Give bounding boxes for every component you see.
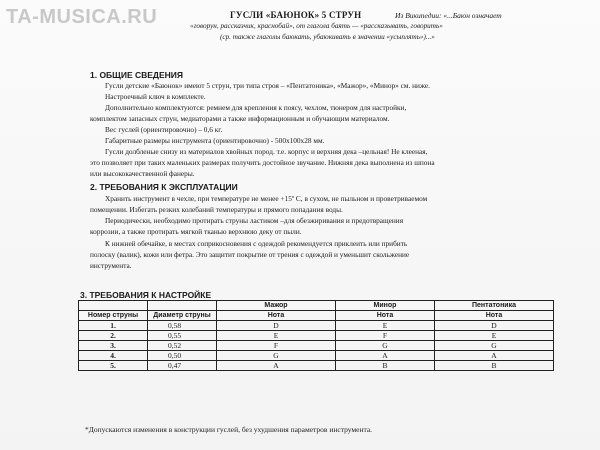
section-2-line-3: Периодически, необходимо протирать струны ластиком –для обезжиривания и предотвращения [105,216,404,225]
header-major: Мажор [217,301,336,311]
section-2-heading: 2. ТРЕБОВАНИЯ К ЭКСПЛУАТАЦИИ [90,182,238,192]
section-1-line-5: Вес гуслей (ориентировочно) – 0,6 кг. [105,125,223,134]
table-row: 2. 0,55 E F E [79,331,554,341]
wiki-quote-line-3: (ср. также глаголы баюкать, убаюкивать в значении «усыплять»)...» [220,33,435,41]
section-1-line-6: Габаритные размеры инструмента (ориентировочно) - 500х100х28 мм. [105,136,325,145]
section-2-line-7: инструмента. [90,261,132,270]
header-note-minor: Нота [336,311,435,321]
table-column-header-row [79,311,554,321]
section-1-line-9: или высококачественной фанеры. [90,169,195,178]
wiki-quote-line-1: Из Википедии: «...Баюн означает [395,11,502,20]
header-minor: Минор [336,301,435,311]
table-row: 3. 0,52 F G G [79,341,554,351]
tuning-table [78,300,554,371]
header-note-pentatonic: Нота [435,311,554,321]
section-1-line-3: Дополнительно комплектуются: ремнем для крепления к поясу, чехлом, тюнером для настройки, [105,103,407,112]
header-diameter: Диаметр струны [148,311,217,321]
footnote: *Допускаются изменения в конструкции гуслей, без ухудшения параметров инструмента. [85,425,373,434]
section-1-line-7: Гусли долбленые снизу из материалов хвойных пород. т.е. корпус и верхняя дека –цельная! Не клееная, [105,147,428,156]
document-title: ГУСЛИ «БАЮНОК» 5 СТРУН [230,10,362,20]
section-1-line-8: это позволяет при таких маленьких размерах получить достойное звучание. Нижняя дека выполнена из шпона [90,158,435,167]
section-2-line-1: Хранить инструмент в чехле, при температуре не менее +15º С, в сухом, не пыльном и проветриваемом [105,194,428,203]
section-1-line-4: комплектом запасных струн, медиаторами а также информационным и обучающим материалом. [90,114,390,123]
table-group-header-row [79,301,554,311]
section-1-line-2: Настроечный ключ в комплекте. [105,92,206,101]
section-2-line-5: К нижней обечайке, в местах соприкосновения с одеждой рекомендуется приклеить или прибить [105,239,408,248]
wiki-quote-line-2: «говорун, рассказчик, краснобай», от глагола баять — «рассказывать, говорить» [190,22,443,30]
section-2-line-2: помещении. Избегать резких колебаний температуры и прямого попадания воды. [90,205,343,214]
section-3-heading: 3. ТРЕБОВАНИЯ К НАСТРОЙКЕ [80,290,212,300]
table-row: 1. 0,58 D E D [79,321,554,331]
section-1-heading: 1. ОБЩИЕ СВЕДЕНИЯ [90,70,184,80]
site-watermark: TA-MUSICA.RU [6,6,158,28]
section-2-line-4: коррозии, а также протирать мягкой тканью верхнюю деку от пыли. [90,227,302,236]
header-note-major: Нота [217,311,336,321]
table-row: 5. 0,47 A B B [79,361,554,371]
table-row: 4. 0,50 G A A [79,351,554,361]
section-1-line-1: Гусли детские «Баюнок» имеют 5 струн, три типа строя – «Пентатоника», «Мажор», «Минор» см. ниже. [105,81,430,90]
section-2-line-6: полоску (валик), кожи или фетра. Это защитит покрытие от трения с одеждой и уменьшит скольжение [90,250,410,259]
header-string-number: Номер струны [79,311,148,321]
header-pentatonic: Пентатоника [435,301,554,311]
